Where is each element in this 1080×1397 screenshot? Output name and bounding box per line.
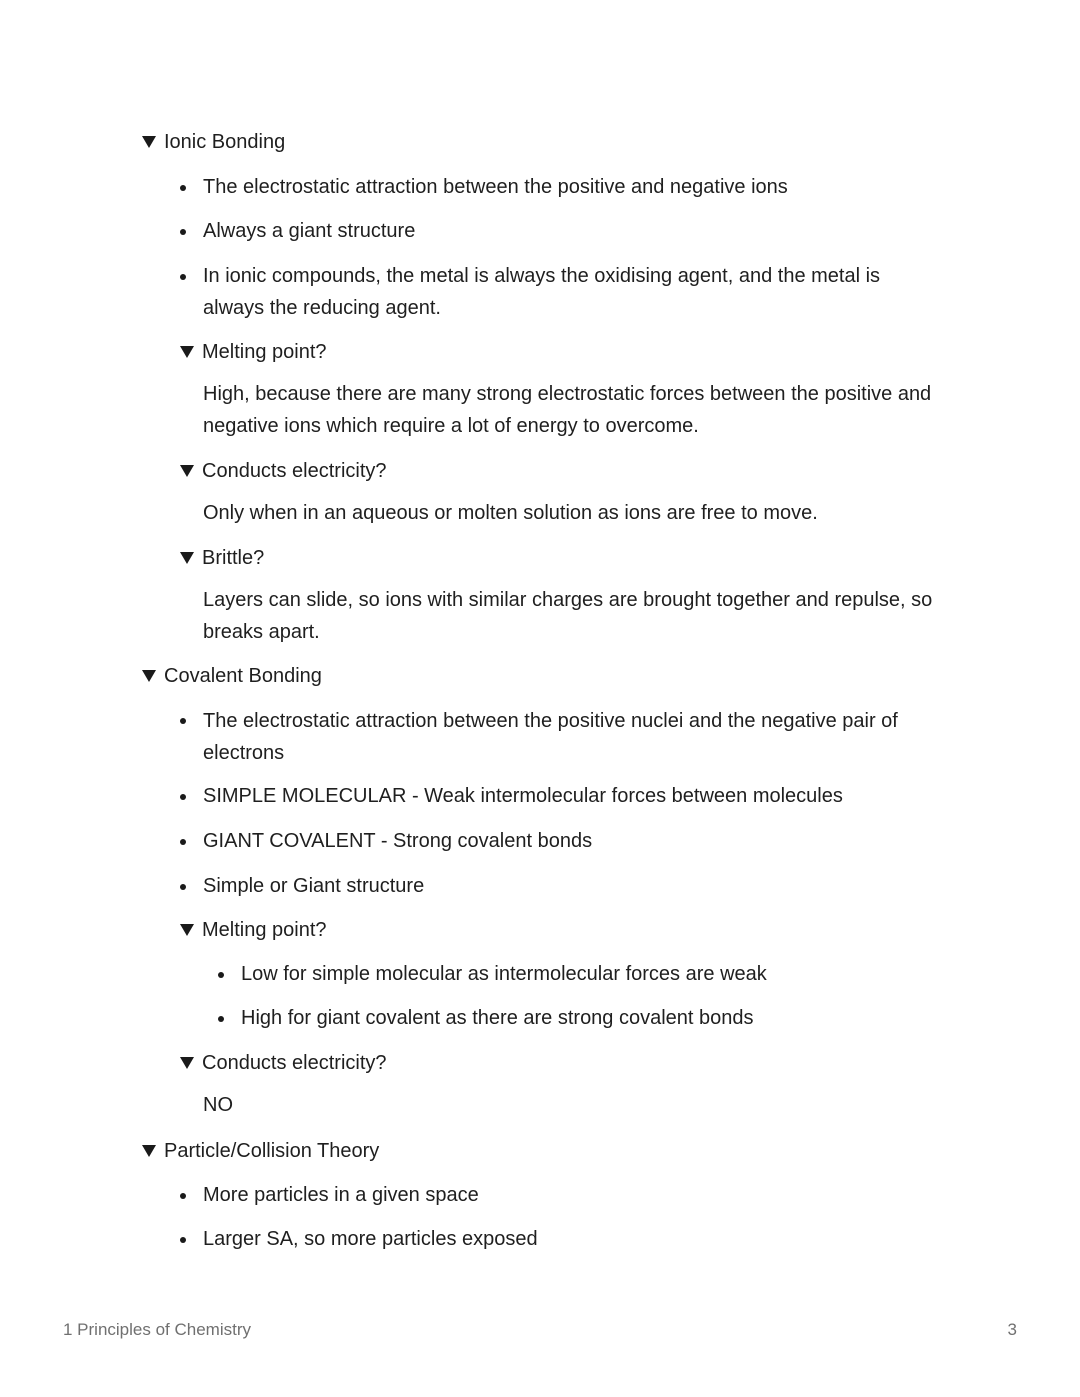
toggle-question[interactable]: Melting point?	[202, 919, 327, 941]
list-item: Low for simple molecular as intermolecular forces are weak	[241, 963, 767, 985]
bullet-icon	[180, 1237, 186, 1243]
bullet-icon	[180, 1193, 186, 1199]
toggle-question[interactable]: Brittle?	[202, 547, 265, 569]
toggle-triangle-icon[interactable]	[142, 1145, 156, 1157]
toggle-answer: High, because there are many strong electrostatic forces between the positive and negative ions which require a lot of energy to overcome.	[203, 383, 932, 437]
bullet-icon	[180, 185, 186, 191]
toggle-answer: Layers can slide, so ions with similar charges are brought together and repulse, so breaks apart.	[203, 589, 933, 643]
list-item: GIANT COVALENT - Strong covalent bonds	[203, 830, 593, 852]
page-number: 3	[1007, 1320, 1017, 1339]
toggle-triangle-icon[interactable]	[142, 670, 156, 682]
section-title-particle: Particle/Collision Theory	[164, 1140, 380, 1162]
toggle-triangle-icon[interactable]	[180, 552, 194, 564]
toggle-question[interactable]: Conducts electricity?	[202, 1052, 387, 1074]
toggle-question[interactable]: Melting point?	[202, 341, 327, 363]
list-item: SIMPLE MOLECULAR - Weak intermolecular forces between molecules	[203, 785, 843, 807]
toggle-triangle-icon[interactable]	[180, 924, 194, 936]
toggle-triangle-icon[interactable]	[180, 1057, 194, 1069]
list-item: The electrostatic attraction between the positive nuclei and the negative pair of electrons	[203, 710, 898, 764]
toggle-triangle-icon[interactable]	[180, 465, 194, 477]
list-item: Larger SA, so more particles exposed	[203, 1228, 538, 1250]
section-title-ionic: Ionic Bonding	[164, 131, 286, 153]
bullet-icon	[180, 718, 186, 724]
bullet-icon	[180, 229, 186, 235]
toggle-answer: Only when in an aqueous or molten solution as ions are free to move.	[203, 502, 818, 524]
list-item: Simple or Giant structure	[203, 875, 425, 897]
section-title-covalent: Covalent Bonding	[164, 665, 322, 687]
bullet-icon	[180, 884, 186, 890]
bullet-icon	[180, 839, 186, 845]
list-item: Always a giant structure	[203, 220, 416, 242]
bullet-icon	[218, 1016, 224, 1022]
toggle-question[interactable]: Conducts electricity?	[202, 460, 387, 482]
list-item: More particles in a given space	[203, 1184, 479, 1206]
footer-chapter: 1 Principles of Chemistry	[63, 1320, 252, 1339]
toggle-answer: NO	[203, 1094, 233, 1116]
list-item: In ionic compounds, the metal is always the oxidising agent, and the metal is always the reducing agent.	[203, 265, 881, 319]
toggle-triangle-icon[interactable]	[180, 346, 194, 358]
toggle-triangle-icon[interactable]	[142, 136, 156, 148]
list-item: The electrostatic attraction between the positive and negative ions	[203, 176, 788, 198]
list-item: High for giant covalent as there are strong covalent bonds	[241, 1007, 754, 1029]
bullet-icon	[218, 972, 224, 978]
bullet-icon	[180, 274, 186, 280]
bullet-icon	[180, 794, 186, 800]
